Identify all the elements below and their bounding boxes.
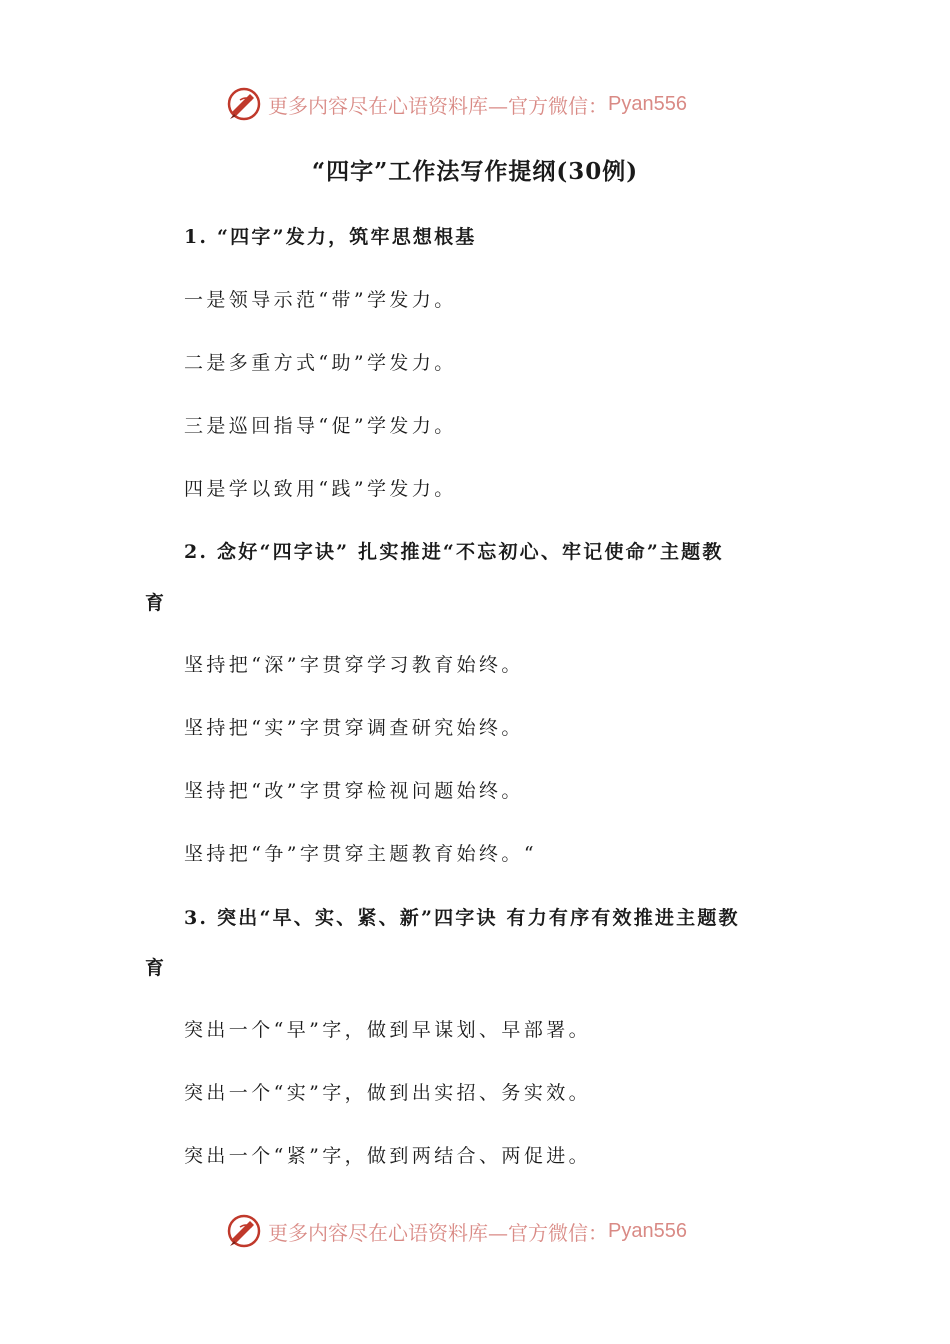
section-2-heading-line1: 2. 念好“四字诀” 扎实推进“不忘初心、牢记使命”主题教: [184, 541, 724, 563]
section-2-item-3: 坚持把“改”字贯穿检视问题始终。: [184, 780, 524, 802]
section-3-item-2: 突出一个“实”字，做到出实招、务实效。: [184, 1082, 592, 1104]
watermark-text: 更多内容尽在心语资料库—官方微信：: [268, 1220, 608, 1245]
section-1-item-2: 二是多重方式“助”学发力。: [184, 352, 457, 374]
section-2-item-4: 坚持把“争”字贯穿主题教育始终。“: [184, 843, 537, 865]
section-3-heading-line2: 育: [145, 957, 167, 979]
watermark-wechat-id: Pyan556: [608, 1219, 687, 1242]
header-watermark: [226, 86, 687, 122]
section-2-heading-line2: 育: [145, 592, 167, 614]
section-1-heading: 1. “四字”发力，筑牢思想根基: [184, 226, 477, 248]
watermark-wechat-id: Pyan556: [608, 92, 687, 115]
section-2-item-2: 坚持把“实”字贯穿调查研究始终。: [184, 717, 524, 739]
pen-logo-icon: [226, 1213, 262, 1249]
section-1-item-1: 一是领导示范“带”学发力。: [184, 289, 457, 311]
footer-watermark: [226, 1213, 687, 1249]
section-3-heading-line1: 3. 突出“早、实、紧、新”四字诀 有力有序有效推进主题教: [184, 907, 740, 929]
section-3-item-3: 突出一个“紧”字，做到两结合、两促进。: [184, 1145, 592, 1167]
pen-logo-icon: [226, 86, 262, 122]
watermark-text: 更多内容尽在心语资料库—官方微信：: [268, 93, 608, 118]
section-1-item-4: 四是学以致用“践”学发力。: [184, 478, 457, 500]
document-title: “四字”工作法写作提纲(30例): [311, 158, 639, 185]
section-3-item-1: 突出一个“早”字，做到早谋划、早部署。: [184, 1019, 592, 1041]
section-1-item-3: 三是巡回指导“促”学发力。: [184, 415, 457, 437]
section-2-item-1: 坚持把“深”字贯穿学习教育始终。: [184, 654, 524, 676]
